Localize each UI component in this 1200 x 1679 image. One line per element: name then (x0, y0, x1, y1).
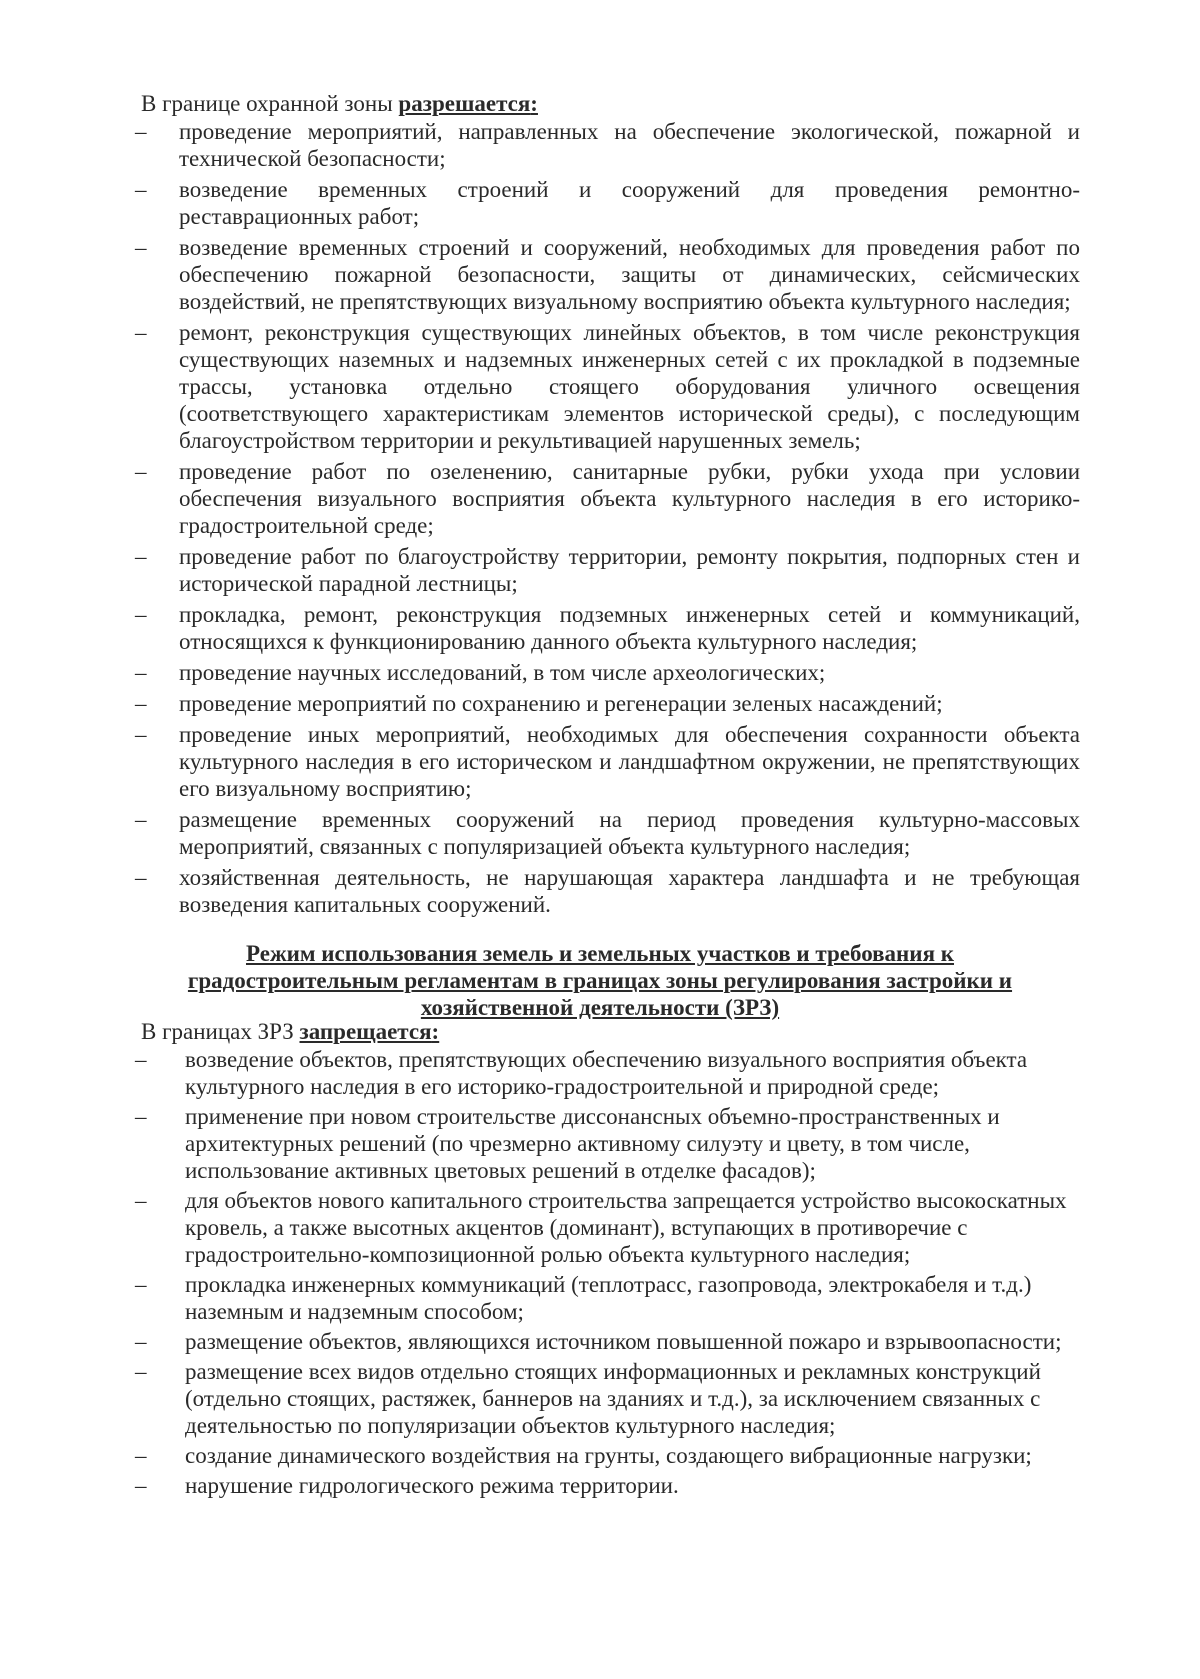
list-item: – прокладка, ремонт, реконструкция подземных инженерных сетей и коммуникаций, относящихся к функционированию данного объекта культурного наследия; (135, 601, 1080, 655)
list-item: – нарушение гидрологического режима территории. (135, 1472, 1095, 1499)
list-item: – возведение объектов, препятствующих обеспечению визуального восприятия объекта культурного наследия в его историко-градостроительной и природной среде; (135, 1046, 1095, 1100)
list-item: – прокладка инженерных коммуникаций (теплотрасс, газопровода, электрокабеля и т.д.) наземным и надземным способом; (135, 1271, 1095, 1325)
list-item: – для объектов нового капитального строительства запрещается устройство высокоскатных кровель, а также высотных акцентов (доминант), вступающих в противоречие с градостроительно-композиционной ролью объекта культурного наследия; (135, 1187, 1095, 1268)
prohibited-intro (141, 1018, 1081, 1045)
section-heading: Режим использования земель и земельных участков и требования к градостроительным регламентам в границах зоны регулирования застройки и хозяйственной деятельности (ЗРЗ) (187, 941, 1013, 1020)
list-item: – возведение временных строений и сооружений для проведения ремонтно-реставрационных работ; (135, 176, 1080, 230)
list-item: – проведение иных мероприятий, необходимых для обеспечения сохранности объекта культурного наследия в его историческом и ландшафтном окружении, не препятствующих его визуальному восприятию; (135, 721, 1080, 802)
prohibited-list (135, 1046, 1095, 1502)
permitted-intro-colon: : (530, 91, 538, 116)
prohibited-keyword: запрещается (299, 1019, 432, 1044)
list-item: – возведение временных строений и сооружений, необходимых для проведения работ по обеспечению пожарной безопасности, защиты от динамических, сейсмических воздействий, не препятствующих визуальному восприятию объекта культурного наследия; (135, 234, 1080, 315)
list-item: – размещение объектов, являющихся источником повышенной пожаро и взрывоопасности; (135, 1328, 1095, 1355)
list-item: – проведение научных исследований, в том числе археологических; (135, 659, 1080, 686)
list-item: – размещение временных сооружений на период проведения культурно-массовых мероприятий, связанных с популяризацией объекта культурного наследия; (135, 806, 1080, 860)
list-item: – хозяйственная деятельность, не нарушающая характера ландшафта и не требующая возведения капитальных сооружений. (135, 864, 1080, 918)
list-item: – проведение мероприятий, направленных на обеспечение экологической, пожарной и технической безопасности; (135, 118, 1080, 172)
list-item: – создание динамического воздействия на грунты, создающего вибрационные нагрузки; (135, 1442, 1095, 1469)
list-item: – размещение всех видов отдельно стоящих информационных и рекламных конструкций (отдельно стоящих, растяжек, баннеров на зданиях и т.д.), за исключением связанных с деятельностью по популяризации объектов культурного наследия; (135, 1358, 1095, 1439)
permitted-list (135, 118, 1080, 922)
permitted-intro (141, 90, 1081, 117)
list-item: – проведение мероприятий по сохранению и регенерации зеленых насаждений; (135, 690, 1080, 717)
list-item: – проведение работ по благоустройству территории, ремонту покрытия, подпорных стен и исторической парадной лестницы; (135, 543, 1080, 597)
prohibited-intro-text: В границах ЗРЗ (141, 1019, 300, 1044)
permitted-keyword: разрешается (398, 91, 531, 116)
permitted-intro-text: В границе охранной зоны (141, 91, 399, 116)
list-item: – применение при новом строительстве диссонансных объемно-пространственных и архитектурных решений (по чрезмерно активному силуэту и цвету, в том числе, использование активных цветовых решений в отделке фасадов); (135, 1103, 1095, 1184)
list-item: – проведение работ по озеленению, санитарные рубки, рубки ухода при условии обеспечения визуального восприятия объекта культурного наследия в его историко-градостроительной среде; (135, 458, 1080, 539)
list-item: – ремонт, реконструкция существующих линейных объектов, в том числе реконструкция существующих наземных и надземных инженерных сетей с их прокладкой в подземные трассы, установка отдельно стоящего оборудования уличного освещения (соответствующего характеристикам элементов исторической среды), с последующим благоустройством территории и рекультивацией нарушенных земель; (135, 319, 1080, 454)
prohibited-intro-colon: : (431, 1019, 440, 1044)
